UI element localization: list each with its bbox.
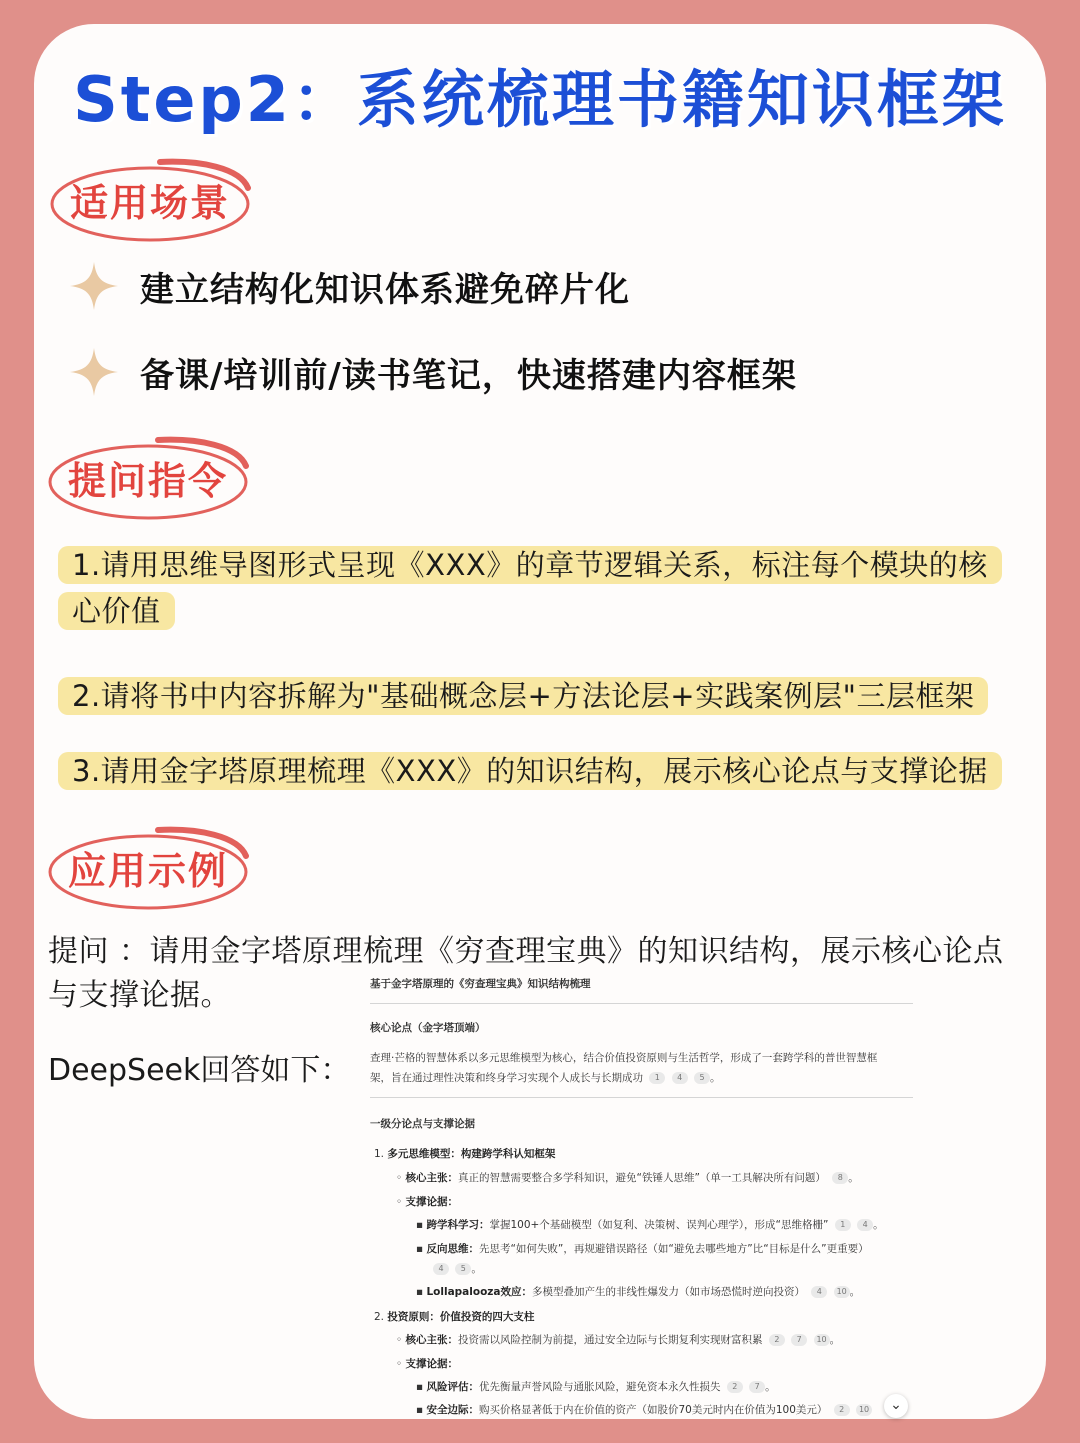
ref-badge[interactable]: 10	[856, 1404, 872, 1416]
ref-badge[interactable]: 5	[455, 1263, 471, 1275]
core-text-line: 架，旨在通过理性决策和终身学习实现个人成长与长期成功 1 4 5 。	[370, 1072, 721, 1084]
support-item-text: 掌握100+个基础模型（如复利、决策树、误判心理学），形成“思维格栅”	[489, 1219, 829, 1231]
ref-badge[interactable]: 2	[727, 1381, 743, 1393]
support-item-label: 安全边际：	[426, 1404, 479, 1416]
point-title-text: 投资原则：价值投资的四大支柱	[387, 1311, 535, 1323]
ref-badge[interactable]: 4	[672, 1072, 688, 1084]
support-item-text: 购买价格显著低于内在价值的资产（如股价70美元时内在价值为100美元）	[478, 1404, 828, 1416]
support-label: ◦ 支撑论据：	[396, 1358, 459, 1370]
claim-text: 投资需以风险控制为前提，通过安全边际与长期复利实现财富积累	[458, 1334, 763, 1346]
prompt-text: 1.请用思维导图形式呈现《XXX》的章节逻辑关系，标注每个模块的核心价值	[58, 546, 1002, 630]
claim-label: 核心主张：	[405, 1172, 459, 1184]
support-item-label: Lollapalooza效应：	[426, 1286, 532, 1298]
ref-badge[interactable]: 4	[433, 1263, 449, 1275]
section-label-text: 应用示例	[67, 849, 228, 893]
claim-line: ◦ 核心主张：投资需以风险控制为前提，通过安全边际与长期复利实现财富积累 2 7 10 。	[396, 1334, 841, 1346]
claim-label: 核心主张：	[405, 1334, 459, 1346]
support-item: ▪ 跨学科学习：掌握100+个基础模型（如复利、决策树、误判心理学），形成“思维格栅” 1 4 。	[416, 1219, 884, 1231]
support-label-text: 支撑论据：	[405, 1358, 459, 1370]
section-label-scene	[50, 158, 250, 238]
core-text: 架，旨在通过理性决策和终身学习实现个人成长与长期成功	[370, 1072, 643, 1084]
sub-title: 一级分论点与支撑论据	[370, 1118, 475, 1130]
support-item-label: 风险评估：	[426, 1381, 479, 1393]
point-number: 2.	[374, 1311, 385, 1323]
support-item: ▪ 安全边际：购买价格显著低于内在价值的资产（如股价70美元时内在价值为100美元） 2 10	[416, 1403, 872, 1417]
support-label-text: 支撑论据：	[405, 1196, 459, 1208]
ref-badge[interactable]: 1	[835, 1219, 851, 1231]
section-label-text: 提问指令	[67, 459, 228, 503]
support-item-text: 优先衡量声誉风险与通胀风险，避免资本永久性损失	[478, 1381, 721, 1393]
section-label-example	[48, 826, 248, 906]
ref-badge[interactable]: 8	[832, 1172, 848, 1184]
point-title	[374, 1147, 555, 1161]
prompt-text: 3.请用金字塔原理梳理《XXX》的知识结构，展示核心论点与支撑论据	[58, 752, 1002, 790]
prompt-item	[58, 542, 1002, 634]
ref-badge[interactable]: 7	[791, 1334, 807, 1346]
section-label-text: 适用场景	[69, 181, 230, 225]
bullet-text: 建立结构化知识体系避免碎片化	[140, 269, 630, 310]
bullet-item	[68, 342, 797, 402]
bullet-text: 备课/培训前/读书笔记，快速搭建内容框架	[140, 355, 797, 396]
bullet-item	[68, 256, 630, 316]
point-title	[374, 1310, 534, 1324]
sparkle-star-icon	[68, 346, 120, 398]
deepseek-answer-screenshot	[370, 975, 930, 1415]
prompt-text: 2.请将书中内容拆解为"基础概念层+方法论层+实践案例层"三层框架	[58, 677, 988, 715]
page-title: Step2：系统梳理书籍知识框架	[73, 63, 1007, 136]
ref-badge[interactable]: 2	[834, 1404, 850, 1416]
ref-badge[interactable]: 10	[834, 1286, 850, 1298]
support-item: ▪ 反向思维：先思考“如何失败”，再规避错误路径（如“避免去哪些地方”比“目标是什么”更重要）	[416, 1243, 869, 1255]
support-label: ◦ 支撑论据：	[396, 1196, 459, 1208]
core-title: 核心论点（金字塔顶端）	[370, 1022, 486, 1034]
ref-badge[interactable]: 1	[649, 1072, 665, 1084]
scroll-down-button[interactable]	[884, 1394, 908, 1418]
prompt-item	[58, 673, 1002, 719]
ref-badge[interactable]: 7	[749, 1381, 765, 1393]
point-title-text: 多元思维模型：构建跨学科认知框架	[387, 1148, 556, 1160]
ref-badge[interactable]: 2	[769, 1334, 785, 1346]
sparkle-star-icon	[68, 260, 120, 312]
support-item-text: 多模型叠加产生的非线性爆发力（如市场恐慌时逆向投资）	[531, 1286, 805, 1298]
prompt-item	[58, 748, 1002, 794]
support-item: ▪ Lollapalooza效应：多模型叠加产生的非线性爆发力（如市场恐慌时逆向投资） 4 10 。	[416, 1286, 861, 1298]
core-text-line: 查理·芒格的智慧体系以多元思维模型为核心，结合价值投资原则与生活哲学，形成了一套跨学科的普世智慧框	[370, 1052, 878, 1064]
point-number: 1.	[374, 1148, 385, 1160]
support-item-label: 跨学科学习：	[426, 1219, 490, 1231]
answer-heading: 基于金字塔原理的《穷查理宝典》知识结构梳理	[370, 978, 591, 990]
ref-badge[interactable]: 4	[857, 1219, 873, 1231]
ref-badge[interactable]: 10	[814, 1334, 830, 1346]
claim-text: 真正的智慧需要整合多学科知识，避免“铁锤人思维”（单一工具解决所有问题）	[458, 1172, 826, 1184]
ref-badge[interactable]: 5	[694, 1072, 710, 1084]
support-item: ▪ 风险评估：优先衡量声誉风险与通胀风险，避免资本永久性损失 2 7 。	[416, 1381, 776, 1393]
chevron-down-icon: ⌄	[890, 1397, 902, 1413]
support-item-text: 先思考“如何失败”，再规避错误路径（如“避免去哪些地方”比“目标是什么”更重要）	[478, 1243, 869, 1255]
answer-label: DeepSeek回答如下：	[48, 1053, 351, 1088]
section-label-prompts	[48, 436, 248, 516]
claim-line: ◦ 核心主张：真正的智慧需要整合多学科知识，避免“铁锤人思维”（单一工具解决所有问题） 8 。	[396, 1172, 859, 1184]
support-item-label: 反向思维：	[426, 1243, 479, 1255]
ref-badge[interactable]: 4	[811, 1286, 827, 1298]
support-item-refs: 4 5 。	[430, 1262, 482, 1276]
example-question: 提问 ：请用金字塔原理梳理《穷查理宝典》的知识结构，展示核心论点与支撑论据。	[48, 934, 1004, 1013]
